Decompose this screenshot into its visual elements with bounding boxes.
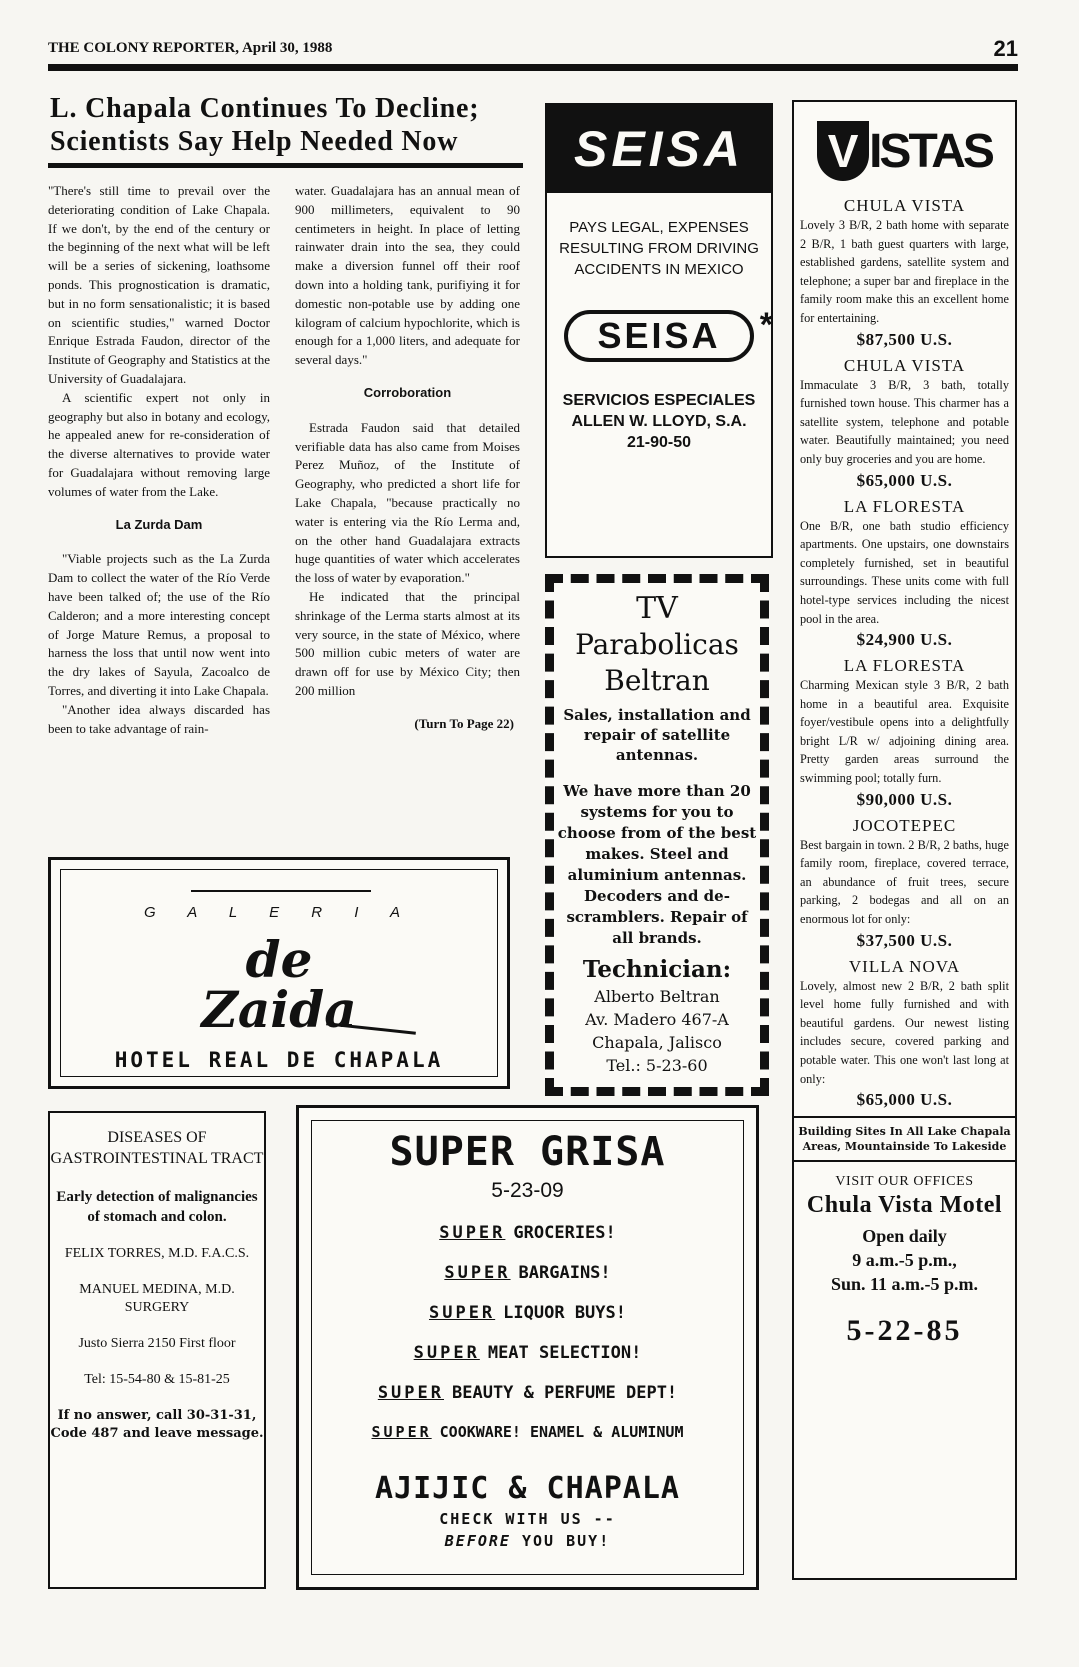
super-label: SUPER [377,1383,444,1403]
masthead [48,36,1018,62]
turn-to-page: (Turn To Page 22) [414,715,514,731]
galeria-rule [191,890,371,892]
listing-price: $65,000 U.S. [856,470,953,490]
seisa-line: ALLEN W. LLOYD, S.A. [571,413,747,430]
grisa-before [312,1532,743,1550]
seisa-line: SERVICIOS ESPECIALES [562,392,756,409]
seisa-tagline: PAYS LEGAL, EXPENSES RESULTING FROM DRIVING ACCIDENTS IN MEXICO [559,219,759,278]
seisa-phone: 21-90-50 [626,434,692,451]
article-column-1 [48,182,270,738]
building-sites: Building Sites In All Lake Chapala Areas, Mountainside To Lakeside [798,1125,1011,1154]
galeria-logo-de: de [245,930,313,989]
grisa-line-text: BARGAINS! [518,1263,611,1283]
listing-title: CHULA VISTA [843,196,966,215]
article-paragraph: Estrada Faudon said that detailed verifiable data has also came from Moises Perez Muñoz, of the Institute of Geography, who predicted a short life for Lake Chapala, "because practically no water is entering via the Río Lerma and, on the other hand Guadalajara extracts huge quantities of water which accelerates the loss of water by evaporation." [295,419,520,586]
office-hours-sunday: Sun. 11 a.m.-5 p.m. [830,1274,979,1295]
super-label: SUPER [371,1423,432,1441]
listing-price: $24,900 U.S. [856,630,953,650]
listing-desc: Immaculate 3 B/R, 3 bath, totally furnished town house. This charmer has a satellite system, telephone and potable water. Beautifully maintained; you need only buy groceries and you are home. [800,377,1009,466]
seisa-logo-outline [564,306,776,362]
galeria-ad [48,857,510,1089]
doctor-2: MANUEL MEDINA, M.D. SURGERY [79,1282,235,1315]
office-heading: VISIT OUR OFFICES [835,1174,974,1190]
tv-phone: Tel.: 5-23-60 [606,1056,708,1075]
office-name: Chula Vista Motel [806,1192,1003,1219]
article-subhead: Corroboration [363,384,452,400]
super-label: SUPER [428,1303,496,1323]
page-number: 21 [993,36,1018,61]
grisa-inner-frame [311,1120,744,1575]
listing-title: LA FLORESTA [843,496,966,516]
listing-title: CHULA VISTA [843,355,966,375]
grisa-phone: 5-23-09 [491,1179,564,1202]
office-hours: 9 a.m.-5 p.m., [852,1250,957,1271]
asterisk-icon: * [759,306,776,344]
listing-price: $65,000 U.S. [856,1090,953,1110]
article-column-2 [295,182,520,734]
tv-description: We have more than 20 systems for you to choose from of the best makes. Steel and aluminium antennas. Decoders and de-scramblers. Repair of all brands. [557,782,757,947]
grisa-line [312,1423,743,1441]
super-label: SUPER [413,1343,480,1363]
tv-parabolicas-ad [545,574,769,1096]
article-paragraph: He indicated that the principal shrinkage of the Lerma starts almost at its very source, in the state of México, where 500 million cubic meters of water are drawn off for use by México City; then 200 million [295,588,520,698]
masthead-rule [48,64,1018,71]
tv-services: Sales, installation and repair of satellite antennas. [563,706,751,764]
galeria-logo-zaida: Zaida [201,980,357,1039]
diseases-phone: Tel: 15-54-80 & 15-81-25 [84,1372,230,1387]
grisa-line [312,1383,743,1403]
seisa-company [547,390,771,453]
article-paragraph: "Viable projects such as the La Zurda Dam to collect the water of the Río Verde have been talked of; the use of the Río Calderon; and a more interesting concept of Jorge Mature Remus, a proposal to harness the loss that until now went into the dry lakes of Sayula, Zacoalco de Torres, and diverting it into Lake Chapala. [48,551,270,698]
diseases-no-answer: If no answer, call 30-31-31, Code 487 and leave message. [50,1408,264,1441]
tv-title-3: Beltran [604,664,710,697]
listing [794,656,1015,810]
listing [794,356,1015,491]
diseases-detection: Early detection of malignancies of stomach and colon. [56,1189,258,1225]
listing-price: $90,000 U.S. [856,789,953,809]
listing [794,816,1015,951]
listing-price: $37,500 U.S. [856,930,953,950]
galeria-inner-frame [60,869,498,1077]
listing-desc: One B/R, one bath studio efficiency apartments. One upstairs, one downstairs completely furnished, set in beautiful surroundings. These units come with full hotel-type services including the nicest pool in the area. [800,518,1009,626]
grisa-line [312,1303,743,1323]
article-headline: L. Chapala Continues To Decline; Scientists Say Help Needed Now [50,93,480,157]
grisa-line-text: LIQUOR BUYS! [503,1303,626,1323]
listing-desc: Best bargain in town. 2 B/R, 2 baths, huge family room, fireplace, covered terrace, an abundance of fruit trees, secure parking, 2 bodegas and all on an enormous lot for only: [800,837,1009,927]
article-paragraph: A scientific expert not only in geography but also in botany and ecology, he appealed anew for re-consideration of the diverse alternatives to provide water for Guadalajara without removing large volumes of water from the Lake. [48,389,270,499]
article-paragraph: "Another idea always discarded has been to take advantage of rain- [48,701,270,736]
doctor-1: FELIX TORRES, M.D. F.A.C.S. [64,1246,250,1261]
grisa-line [312,1223,743,1243]
vistas-logo [794,112,1015,190]
super-grisa-ad [296,1105,759,1590]
listing-desc: Lovely 3 B/R, 2 bath home with separate 2 B/R, 1 bath guest quarters with large, established gardens, satellite system and telephone; a super bar and fireplace in the family room make this an excellent home for entertaining. [800,218,1009,325]
grisa-town: AJIJIC & CHAPALA [375,1471,680,1506]
diseases-title: DISEASES OF GASTROINTESTINAL TRACT [50,1129,264,1167]
article-paragraph: "There's still time to prevail over the deteriorating condition of Lake Chapala. If we don't, by the end of the century or the beginning of the next what will be left will be a series of sickening, loathsome ponds. This prognostication is dramatic, but in no form sensationalistic; it is based on scientific studies," warned Doctor Enrique Estrada Faudon, director of the Institute of Geography and Statistics at the University of Guadalajara. [48,183,270,386]
super-label: SUPER [444,1263,511,1283]
listing-title: LA FLORESTA [843,656,966,676]
grisa-name: SUPER GRISA [389,1129,666,1175]
grisa-line [312,1263,743,1283]
headline-rule [48,163,523,168]
tv-title-2: Parabolicas [575,628,739,661]
vistas-logo-word: ISTAS [869,124,992,178]
listing-price: $87,500 U.S. [856,329,953,349]
diseases-address: Justo Sierra 2150 First floor [78,1336,236,1351]
office-phone: 5-22-85 [846,1314,963,1348]
grisa-line [312,1343,743,1363]
listing [794,497,1015,651]
listing [794,196,1015,350]
tv-city: Chapala, Jalisco [592,1033,722,1052]
grisa-line-text: COOKWARE! ENAMEL & ALUMINUM [439,1423,684,1441]
tv-technician-name: Alberto Beltran [594,987,720,1006]
grisa-before-word: BEFORE [444,1532,511,1550]
listing-desc: Lovely, almost new 2 B/R, 2 bath split level home fully furnished and with beautiful gardens. Our newest listing includes secure, covered parking and potable water. This one won't last long at only: [800,978,1009,1086]
super-label: SUPER [439,1223,506,1243]
vistas-badge: V [817,121,869,181]
masthead-paper: THE COLONY REPORTER, April 30, 1988 [48,40,333,56]
grisa-check: CHECK WITH US -- [439,1510,616,1528]
grisa-before-rest: YOU BUY! [510,1532,611,1550]
office-hours-label: Open daily [862,1226,947,1247]
tv-title: TV [636,591,678,626]
tv-technician-label: Technician: [582,956,732,983]
tv-address: Av. Madero 467-A [585,1010,729,1029]
listing-desc: Charming Mexican style 3 B/R, 2 bath home in a beautiful area. Exquisite foyer/vestibule opens into a delightfully bright L/R w/ adjoining dining area. Pretty garden areas surround the swimming pool; totally furn. [800,678,1009,786]
vistas-ad [792,100,1017,1580]
article-paragraph: water. Guadalajara has an annual mean of 900 millimeters, equivalent to 90 centimeters in height. In place of letting rainwater drain into the sea, they could make a diversion funnel off their roof down into a holding tank, purifiying it for domestic non-potable use by adding one kilogram of calcium hypochlorite, which is enough for a 1,000 liters, and adequate for several days." [295,183,520,368]
article-subhead: La Zurda Dam [115,516,203,532]
galeria-hotel: HOTEL REAL DE CHAPALA [114,1048,444,1072]
seisa-logo-outline-text: SEISA [597,315,721,356]
seisa-logo: SEISA [547,105,771,193]
galeria-title: G A L E R I A [143,904,415,921]
listing [794,957,1015,1111]
diseases-ad [48,1111,266,1589]
seisa-ad [545,103,776,558]
listing-title: JOCOTEPEC [852,815,957,835]
listing-title: VILLA NOVA [848,956,961,976]
grisa-line-text: GROCERIES! [513,1223,616,1243]
grisa-line-text: BEAUTY & PERFUME DEPT! [452,1383,678,1403]
grisa-line-text: MEAT SELECTION! [487,1343,642,1363]
office-info [794,1162,1015,1360]
